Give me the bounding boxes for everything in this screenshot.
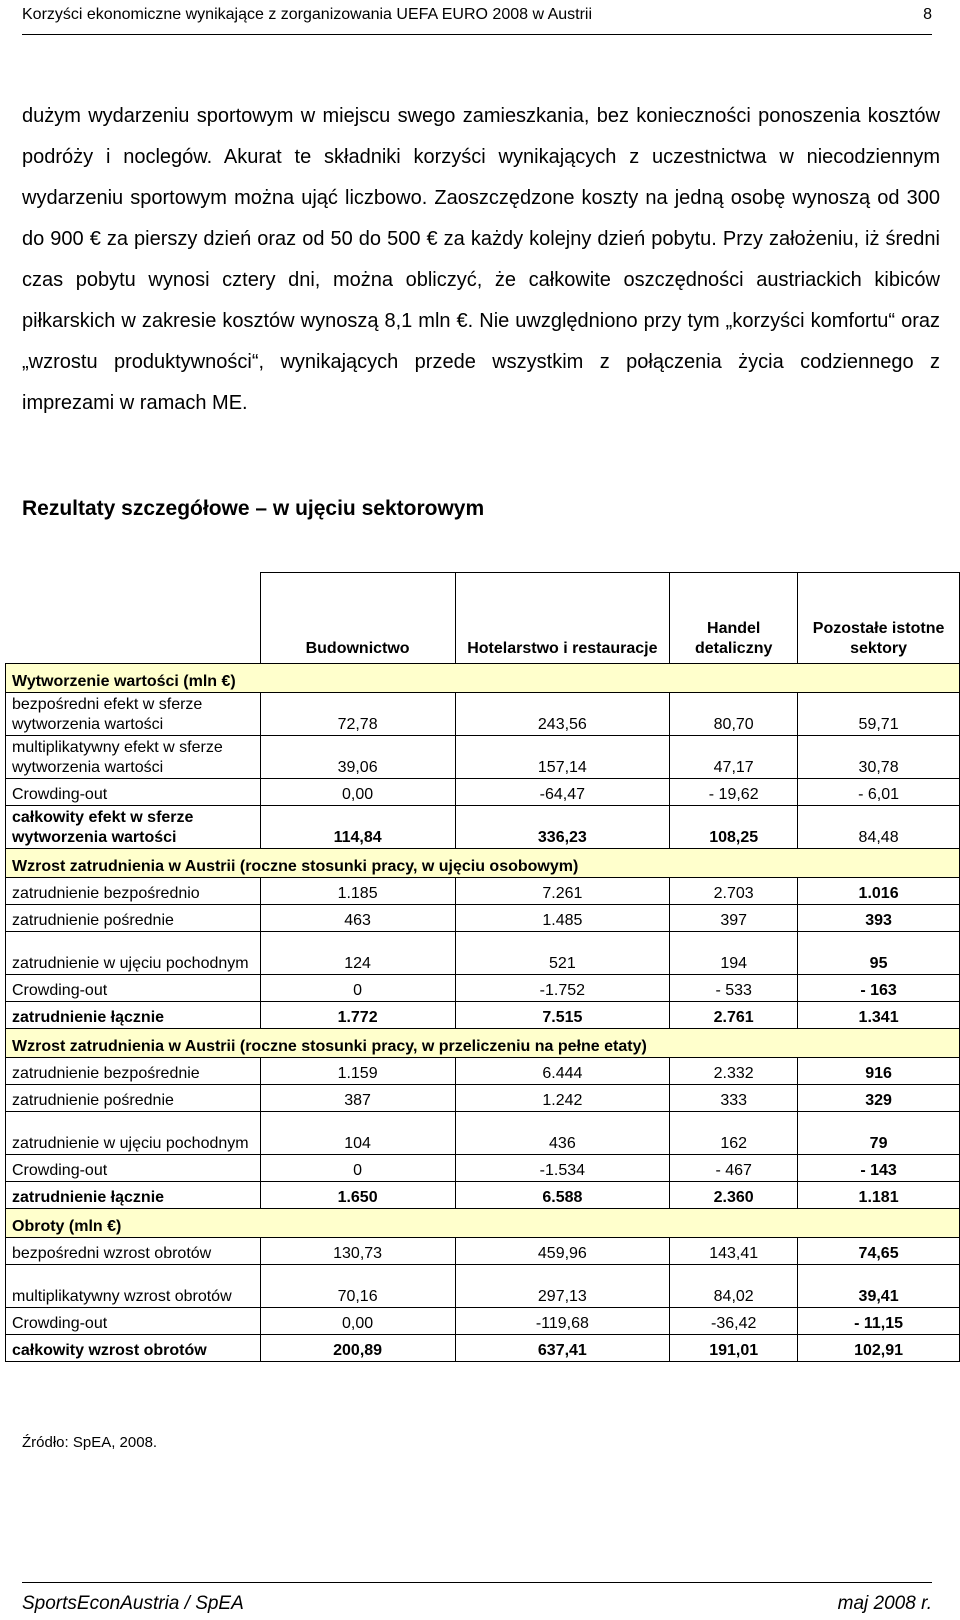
table-row bbox=[6, 905, 960, 932]
cell-value: - 533 bbox=[670, 975, 798, 1002]
cell-value: 243,56 bbox=[455, 693, 670, 736]
column-header: Hotelarstwo i restauracje bbox=[455, 573, 670, 664]
column-header: Pozostałe istotne sektory bbox=[798, 573, 960, 664]
cell-value: 0,00 bbox=[260, 779, 455, 806]
cell-value: 95 bbox=[798, 932, 960, 975]
cell-value: 436 bbox=[455, 1112, 670, 1155]
table-row bbox=[6, 1155, 960, 1182]
cell-value: 2.360 bbox=[670, 1182, 798, 1209]
cell-value: -64,47 bbox=[455, 779, 670, 806]
results-table bbox=[5, 572, 960, 1362]
cell-value: 1.242 bbox=[455, 1085, 670, 1112]
row-label: zatrudnienie łącznie bbox=[6, 1002, 261, 1029]
row-label: zatrudnienie pośrednie bbox=[6, 1085, 261, 1112]
cell-value: 1.485 bbox=[455, 905, 670, 932]
cell-value: 191,01 bbox=[670, 1335, 798, 1362]
cell-value: 162 bbox=[670, 1112, 798, 1155]
cell-value: 916 bbox=[798, 1058, 960, 1085]
cell-value: 108,25 bbox=[670, 806, 798, 849]
row-label: całkowity efekt w sferze wytworzenia wartości bbox=[6, 806, 261, 849]
row-label: zatrudnienie łącznie bbox=[6, 1182, 261, 1209]
paragraph: dużym wydarzeniu sportowym w miejscu swego zamieszkania, bez konieczności ponoszenia kosztów podróży i noclegów. Akurat te składniki korzyści wynikających z uczestnictwa w niecodziennym wydarzeniu sportowym można ująć liczbowo. Zaoszczędzone koszty na jedną osobę wynoszą od 300 do 900 € za pierszy dzień oraz od 50 do 500 € za każdy kolejny dzień pobytu. Przy założeniu, iż średni czas pobytu wynosi cztery dni, można obliczyć, że całkowite oszczędności austriackich kibiców piłkarskich w zakresie kosztów wynoszą 8,1 mln €. Nie uwzględniono przy tym „korzyści komfortu“ oraz „wzrostu produktywności“, wynikających przede wszystkim z połączenia życia codziennego z imprezami w ramach ME. bbox=[22, 105, 940, 414]
cell-value: 104 bbox=[260, 1112, 455, 1155]
row-label: multiplikatywny efekt w sferze wytworzenia wartości bbox=[6, 736, 261, 779]
cell-value: 7.261 bbox=[455, 878, 670, 905]
row-label: multiplikatywny wzrost obrotów bbox=[6, 1265, 261, 1308]
table-header-row bbox=[6, 573, 960, 664]
cell-value: -36,42 bbox=[670, 1308, 798, 1335]
cell-value: 47,17 bbox=[670, 736, 798, 779]
cell-value: 397 bbox=[670, 905, 798, 932]
cell-value: 114,84 bbox=[260, 806, 455, 849]
cell-value: 459,96 bbox=[455, 1238, 670, 1265]
cell-value: -1.752 bbox=[455, 975, 670, 1002]
row-label: Crowding-out bbox=[6, 779, 261, 806]
document-title: Korzyści ekonomiczne wynikające z zorganizowania UEFA EURO 2008 w Austrii bbox=[22, 6, 593, 23]
cell-value: 84,48 bbox=[798, 806, 960, 849]
column-header: Handel detaliczny bbox=[670, 573, 798, 664]
cell-value: 7.515 bbox=[455, 1002, 670, 1029]
cell-value: - 467 bbox=[670, 1155, 798, 1182]
cell-value: 84,02 bbox=[670, 1265, 798, 1308]
cell-value: 194 bbox=[670, 932, 798, 975]
row-label: Crowding-out bbox=[6, 1308, 261, 1335]
cell-value: -119,68 bbox=[455, 1308, 670, 1335]
cell-value: 143,41 bbox=[670, 1238, 798, 1265]
cell-value: 521 bbox=[455, 932, 670, 975]
table-row bbox=[6, 779, 960, 806]
cell-value: 157,14 bbox=[455, 736, 670, 779]
section-row bbox=[6, 849, 960, 878]
cell-value: - 19,62 bbox=[670, 779, 798, 806]
column-header: Budownictwo bbox=[260, 573, 455, 664]
cell-value: 2.761 bbox=[670, 1002, 798, 1029]
table-row bbox=[6, 1238, 960, 1265]
page-header bbox=[22, 6, 932, 35]
section-row bbox=[6, 1209, 960, 1238]
cell-value: 0,00 bbox=[260, 1308, 455, 1335]
page-footer bbox=[22, 1582, 932, 1615]
cell-value: 637,41 bbox=[455, 1335, 670, 1362]
cell-value: 2.332 bbox=[670, 1058, 798, 1085]
page-number: 8 bbox=[923, 6, 932, 23]
cell-value: 1.772 bbox=[260, 1002, 455, 1029]
table-row bbox=[6, 1058, 960, 1085]
section-title: Rezultaty szczegółowe – w ujęciu sektorowym bbox=[22, 497, 485, 520]
row-label: zatrudnienie bezpośrednie bbox=[6, 1058, 261, 1085]
cell-value: 130,73 bbox=[260, 1238, 455, 1265]
cell-value: - 11,15 bbox=[798, 1308, 960, 1335]
cell-value: 1.159 bbox=[260, 1058, 455, 1085]
cell-value: -1.534 bbox=[455, 1155, 670, 1182]
cell-value: 200,89 bbox=[260, 1335, 455, 1362]
table-row bbox=[6, 806, 960, 849]
row-label: Crowding-out bbox=[6, 975, 261, 1002]
cell-value: 72,78 bbox=[260, 693, 455, 736]
cell-value: 0 bbox=[260, 975, 455, 1002]
cell-value: 0 bbox=[260, 1155, 455, 1182]
section-title-cell: Obroty (mln €) bbox=[6, 1209, 960, 1238]
table-row bbox=[6, 1002, 960, 1029]
cell-value: 39,06 bbox=[260, 736, 455, 779]
table-row bbox=[6, 736, 960, 779]
cell-value: 70,16 bbox=[260, 1265, 455, 1308]
table-row bbox=[6, 1265, 960, 1308]
cell-value: 1.650 bbox=[260, 1182, 455, 1209]
row-label: zatrudnienie bezpośrednio bbox=[6, 878, 261, 905]
table-row bbox=[6, 1335, 960, 1362]
table-row bbox=[6, 1308, 960, 1335]
table-row bbox=[6, 693, 960, 736]
cell-value: 463 bbox=[260, 905, 455, 932]
cell-value: 6.444 bbox=[455, 1058, 670, 1085]
cell-value: - 163 bbox=[798, 975, 960, 1002]
cell-value: 1.181 bbox=[798, 1182, 960, 1209]
cell-value: 6.588 bbox=[455, 1182, 670, 1209]
table-row bbox=[6, 932, 960, 975]
body-text bbox=[22, 96, 940, 424]
section-title-cell: Wzrost zatrudnienia w Austrii (roczne stosunki pracy, w ujęciu osobowym) bbox=[6, 849, 960, 878]
cell-value: 30,78 bbox=[798, 736, 960, 779]
section-title-cell: Wzrost zatrudnienia w Austrii (roczne stosunki pracy, w przeliczeniu na pełne etaty) bbox=[6, 1029, 960, 1058]
table-row bbox=[6, 1085, 960, 1112]
source-note: Źródło: SpEA, 2008. bbox=[22, 1434, 158, 1451]
cell-value: 1.341 bbox=[798, 1002, 960, 1029]
row-label: Crowding-out bbox=[6, 1155, 261, 1182]
row-label: bezpośredni efekt w sferze wytworzenia wartości bbox=[6, 693, 261, 736]
cell-value: 387 bbox=[260, 1085, 455, 1112]
cell-value: 59,71 bbox=[798, 693, 960, 736]
cell-value: 336,23 bbox=[455, 806, 670, 849]
header-blank bbox=[6, 573, 261, 664]
row-label: zatrudnienie pośrednie bbox=[6, 905, 261, 932]
cell-value: 39,41 bbox=[798, 1265, 960, 1308]
row-label: zatrudnienie w ujęciu pochodnym bbox=[6, 932, 261, 975]
cell-value: 2.703 bbox=[670, 878, 798, 905]
cell-value: 333 bbox=[670, 1085, 798, 1112]
table-row bbox=[6, 975, 960, 1002]
section-row bbox=[6, 1029, 960, 1058]
cell-value: 124 bbox=[260, 932, 455, 975]
cell-value: 1.185 bbox=[260, 878, 455, 905]
footer-left: SportsEconAustria / SpEA bbox=[22, 1593, 244, 1614]
cell-value: 74,65 bbox=[798, 1238, 960, 1265]
cell-value: - 6,01 bbox=[798, 779, 960, 806]
row-label: całkowity wzrost obrotów bbox=[6, 1335, 261, 1362]
cell-value: 80,70 bbox=[670, 693, 798, 736]
table-row bbox=[6, 1112, 960, 1155]
table-row bbox=[6, 878, 960, 905]
section-row bbox=[6, 664, 960, 693]
table-row bbox=[6, 1182, 960, 1209]
cell-value: 79 bbox=[798, 1112, 960, 1155]
cell-value: 297,13 bbox=[455, 1265, 670, 1308]
cell-value: 1.016 bbox=[798, 878, 960, 905]
cell-value: 102,91 bbox=[798, 1335, 960, 1362]
section-title-cell: Wytworzenie wartości (mln €) bbox=[6, 664, 960, 693]
row-label: zatrudnienie w ujęciu pochodnym bbox=[6, 1112, 261, 1155]
footer-right: maj 2008 r. bbox=[837, 1593, 932, 1614]
row-label: bezpośredni wzrost obrotów bbox=[6, 1238, 261, 1265]
cell-value: 393 bbox=[798, 905, 960, 932]
cell-value: - 143 bbox=[798, 1155, 960, 1182]
cell-value: 329 bbox=[798, 1085, 960, 1112]
